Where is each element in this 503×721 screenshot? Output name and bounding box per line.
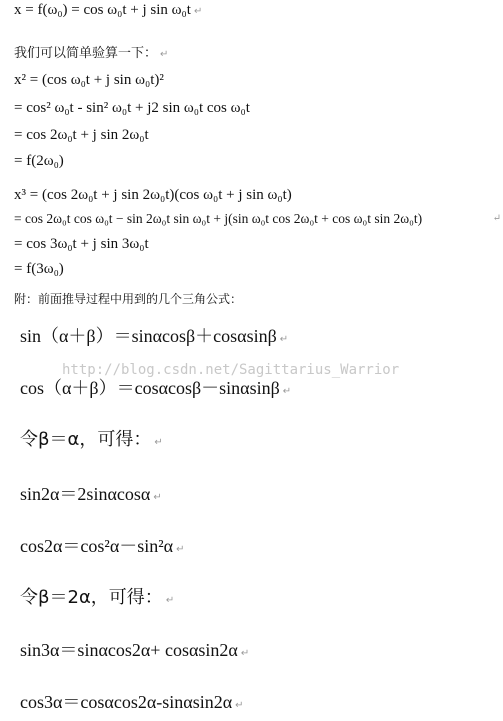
paragraph-mark-icon: ↵	[153, 492, 162, 503]
formula-sin-sum: sin（α＋β）＝sinαcosβ＋cosαsinβ ↵	[20, 326, 289, 346]
cube-line-2: = cos 2ω₀t cos ω₀t − sin 2ω₀t sin ω₀t + j(sin ω₀t cos 2ω₀t + cos ω₀t sin 2ω₀t)	[14, 211, 423, 226]
paragraph-mark-icon: ↵	[492, 213, 501, 224]
verify-heading: 我们可以简单验算一下： ↵	[14, 46, 169, 61]
paragraph-mark-icon: ↵	[282, 386, 292, 397]
paragraph-mark-icon: ↵	[154, 437, 163, 448]
paragraph-mark-icon: ↵	[240, 648, 250, 659]
paragraph-mark-icon: ↵	[176, 544, 185, 555]
paragraph-mark-icon: ↵	[160, 49, 169, 60]
watermark: http://blog.csdn.net/Sagittarius_Warrior	[62, 362, 400, 378]
substitution-beta-2alpha: 令β＝2α，可得： ↵	[20, 587, 175, 608]
appendix-heading: 附：前面推导过程中用到的几个三角公式：	[14, 292, 243, 306]
formula-cos-triple: cos3α＝cosαcos2α-sinαsin2α ↵	[20, 692, 244, 712]
paragraph-mark-icon: ↵	[279, 334, 289, 345]
cube-line-3: = cos 3ω₀t + j sin 3ω₀t	[14, 236, 149, 252]
square-line-1: x² = (cos ω₀t + j sin ω₀t)²	[14, 72, 164, 88]
formula-cos-double: cos2α＝cos²α－sin²α ↵	[20, 536, 185, 556]
formula-cos-sum: cos（α＋β）＝cosαcosβ－sinαsinβ ↵	[20, 378, 292, 398]
formula-sin-triple: sin3α＝sinαcos2α+ cosαsin2α ↵	[20, 640, 250, 660]
paragraph-mark-icon: ↵	[165, 595, 175, 606]
substitution-beta-alpha: 令β＝α，可得： ↵	[20, 429, 163, 450]
paragraph-mark-icon: ↵	[193, 6, 203, 17]
cube-line-4: = f(3ω₀)	[14, 261, 64, 277]
paragraph-mark-icon: ↵	[235, 700, 244, 711]
formula-sin-double: sin2α＝2sinαcosα ↵	[20, 484, 162, 504]
intro-equation: x = f(ω₀) = cos ω₀t + j sin ω₀t ↵	[14, 2, 203, 18]
square-line-2: = cos² ω₀t - sin² ω₀t + j2 sin ω₀t cos ω₀t	[14, 100, 250, 116]
cube-line-1: x³ = (cos 2ω₀t + j sin 2ω₀t)(cos ω₀t + j sin ω₀t)	[14, 187, 292, 203]
square-line-3: = cos 2ω₀t + j sin 2ω₀t	[14, 127, 149, 143]
square-line-4: = f(2ω₀)	[14, 153, 64, 169]
